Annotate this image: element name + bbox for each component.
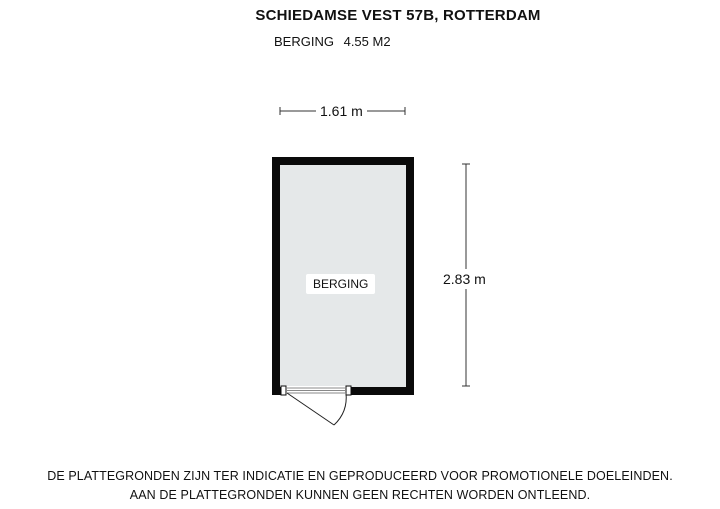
width-dimension-label: 1.61 m (316, 103, 367, 119)
room-summary (274, 34, 391, 49)
room-name: BERGING (274, 34, 334, 49)
disclaimer (0, 467, 720, 505)
door-swing (287, 393, 346, 425)
room-area: 4.55 M2 (343, 34, 391, 49)
room-label: BERGING (306, 274, 375, 294)
disclaimer-line-2: AAN DE PLATTEGRONDEN KUNNEN GEEN RECHTEN WORDEN ONTLEEND. (129, 488, 591, 502)
door-opening (281, 386, 351, 396)
height-dimension-label: 2.83 m (443, 271, 486, 287)
page-title: SCHIEDAMSE VEST 57B, ROTTERDAM (255, 7, 541, 24)
disclaimer-line-1: DE PLATTEGRONDEN ZIJN TER INDICATIE EN GEPRODUCEERD VOOR PROMOTIONELE DOELEINDEN. (47, 469, 673, 483)
